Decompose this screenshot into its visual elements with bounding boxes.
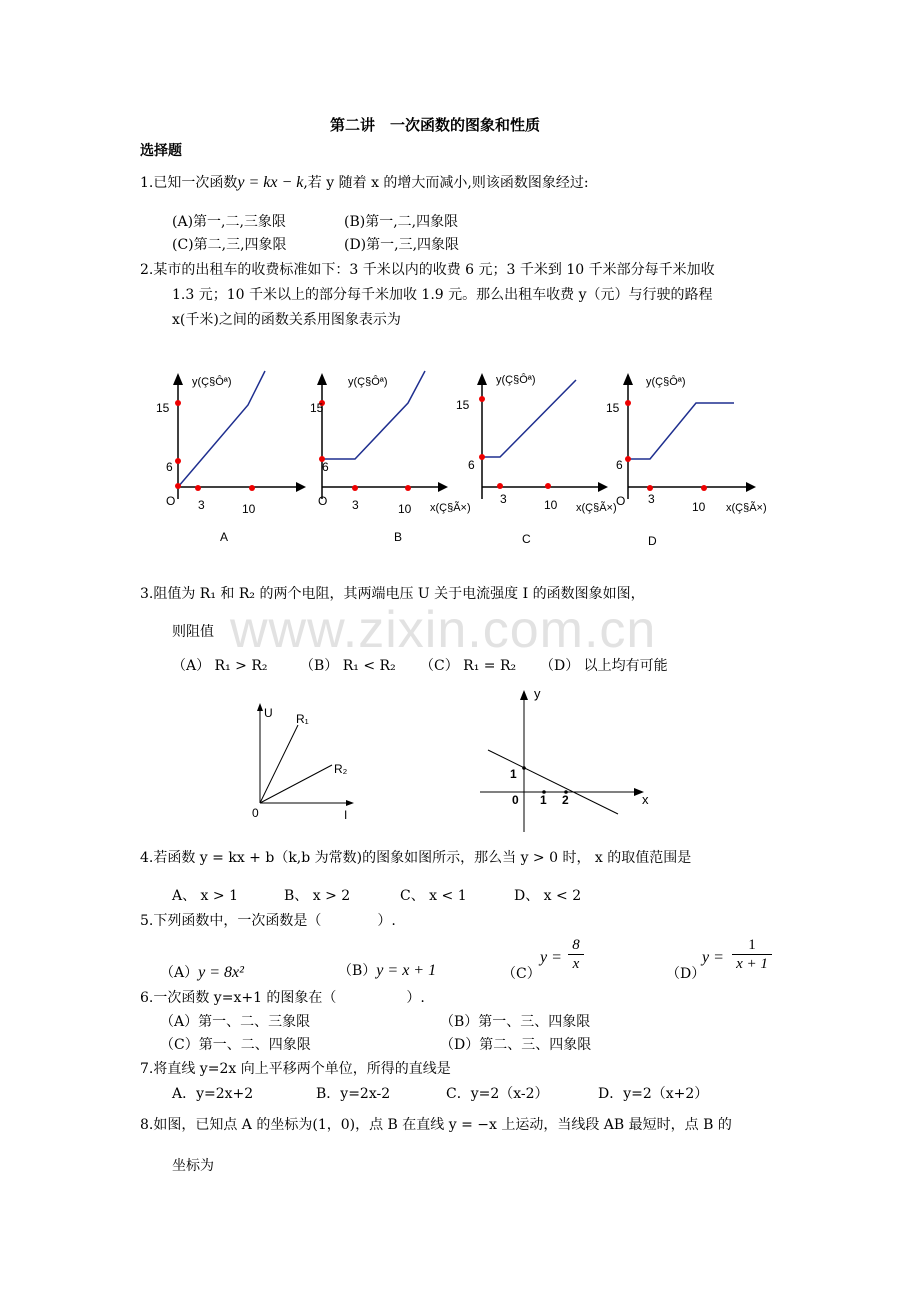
section-heading: 选择题 bbox=[140, 143, 182, 159]
graph-d-label: D bbox=[648, 534, 657, 548]
graph-a-tick-10: 10 bbox=[242, 502, 256, 516]
q4-graph bbox=[476, 684, 656, 836]
graph-b-tick-15: 15 bbox=[310, 401, 324, 415]
taxi-fare-graphs bbox=[150, 365, 790, 555]
q5-option-a-label: （A） bbox=[160, 965, 199, 981]
r2-line bbox=[260, 765, 332, 803]
q1-option-a: (A)第一,二,三象限 bbox=[172, 214, 286, 230]
q5-option-d-label: （D） bbox=[666, 966, 706, 982]
q8-line2: 坐标为 bbox=[172, 1158, 214, 1174]
q5-option-b-formula: y = x + 1 bbox=[376, 962, 437, 979]
u-label: U bbox=[264, 706, 273, 720]
graph-a-tick-3: 3 bbox=[198, 498, 205, 512]
graph-d-tick-15: 15 bbox=[606, 401, 620, 415]
q3-option-c: （C） R₁ = R₂ bbox=[420, 658, 517, 674]
graph-c-dot-6 bbox=[479, 454, 485, 460]
graph-a-tick-6: 6 bbox=[166, 460, 173, 474]
graph-b-dot-3 bbox=[352, 485, 358, 491]
q2-line1: 2.某市的出租车的收费标准如下：3 千米以内的收费 6 元；3 千米到 10 千米部分每千米加收 bbox=[140, 262, 715, 278]
graph-d bbox=[576, 373, 767, 548]
q5-stem: 5.下列函数中，一次函数是（ ）. bbox=[140, 913, 396, 929]
q3-option-a: （A） R₁ > R₂ bbox=[172, 658, 268, 674]
q4-option-c: C、 x < 1 bbox=[400, 888, 467, 904]
resistance-u-arrow bbox=[257, 703, 263, 711]
graph-a bbox=[156, 371, 306, 544]
graph-a-y-label: y(Ç§Ôª) bbox=[192, 376, 232, 388]
q4-option-a: A、 x > 1 bbox=[172, 888, 238, 904]
q1-option-d: (D)第一,三,四象限 bbox=[344, 237, 460, 253]
q4-option-b: B、 x > 2 bbox=[284, 888, 351, 904]
graph-d-tick-6: 6 bbox=[616, 458, 623, 472]
graph-d-dot-3 bbox=[647, 485, 653, 491]
graph-d-y-label: y(Ç§Ôª) bbox=[646, 376, 686, 388]
graph-d-line bbox=[628, 403, 734, 459]
q8-line1: 8.如图，已知点 A 的坐标为(1，0)，点 B 在直线 y = −x 上运动，当线段 AB 最短时，点 B 的 bbox=[140, 1117, 732, 1133]
q1-stem bbox=[140, 174, 589, 192]
q7-option-c: C．y=2（x-2） bbox=[446, 1086, 549, 1102]
q5-option-d-den: x + 1 bbox=[736, 956, 768, 972]
graph-d-x-arrow bbox=[746, 482, 756, 492]
q5-option-b-label: （B） bbox=[338, 963, 377, 979]
graph-b-y-arrow bbox=[317, 373, 327, 385]
q6-option-c: （C）第一、二、四象限 bbox=[160, 1037, 311, 1053]
q4-option-d: D、 x < 2 bbox=[514, 888, 582, 904]
q5-option-b bbox=[338, 962, 436, 980]
graph-d-x-label: x(Ç§Ã×) bbox=[726, 502, 767, 514]
q4-tick-x1: 1 bbox=[540, 793, 547, 807]
q5-option-c-den: x bbox=[572, 956, 580, 972]
graph-b-tick-3: 3 bbox=[352, 498, 359, 512]
graph-a-dot-15 bbox=[175, 400, 181, 406]
q5-option-a bbox=[160, 964, 244, 982]
q1-option-c: (C)第二,三,四象限 bbox=[172, 237, 287, 253]
q6-option-d: （D）第二、三、四象限 bbox=[440, 1037, 592, 1053]
q1-formula: y = kx − k bbox=[237, 174, 304, 191]
graph-c-label: C bbox=[522, 532, 531, 546]
graph-d-tick-10: 10 bbox=[692, 500, 706, 514]
watermark: www.zixin.com.cn bbox=[230, 601, 657, 659]
q5-option-d-fraction bbox=[732, 936, 772, 973]
graph-a-dot-6 bbox=[175, 458, 181, 464]
q7-option-b: B．y=2x-2 bbox=[316, 1086, 391, 1102]
graph-b-dot-10 bbox=[405, 485, 411, 491]
graph-b-label: B bbox=[394, 530, 403, 544]
q4-tick-y1: 1 bbox=[510, 767, 517, 781]
q1-option-b: (B)第一,二,四象限 bbox=[344, 214, 459, 230]
graph-b-tick-6: 6 bbox=[322, 460, 329, 474]
graph-d-origin: O bbox=[616, 494, 626, 508]
q4-point-intercept bbox=[522, 766, 526, 770]
r1-line bbox=[260, 725, 298, 803]
q7-option-a: A．y=2x+2 bbox=[172, 1086, 254, 1102]
q3-line2: 则阻值 bbox=[172, 624, 214, 640]
q4-y-arrow bbox=[520, 690, 528, 700]
r1-label: R₁ bbox=[296, 712, 309, 726]
graph-b-tick-10: 10 bbox=[398, 502, 412, 516]
page-title: 第二讲 一次函数的图象和性质 bbox=[330, 116, 541, 134]
q3-option-d: （D） 以上均有可能 bbox=[540, 658, 668, 674]
q5-option-a-formula: y = 8x² bbox=[198, 964, 244, 981]
graph-d-dot-15 bbox=[625, 400, 631, 406]
q4-tick-x2: 2 bbox=[562, 793, 569, 807]
graph-d-x-label-c: x(Ç§Ã×) bbox=[576, 502, 617, 514]
graph-c-dot-3 bbox=[497, 483, 503, 489]
graph-a-dot-10 bbox=[249, 485, 255, 491]
graph-c-line bbox=[482, 380, 576, 457]
graph-a-dot-origin bbox=[175, 483, 181, 489]
graph-c-tick-15: 15 bbox=[456, 398, 470, 412]
q1-stem-b: ,若 y 随着 x 的增大而减小,则该函数图象经过: bbox=[303, 175, 589, 191]
graph-c-tick-3: 3 bbox=[500, 492, 507, 506]
resistance-i-arrow bbox=[346, 800, 354, 806]
q4-stem: 4.若函数 y = kx + b（k,b 为常数)的图象如图所示，那么当 y > 0 时， x 的取值范围是 bbox=[140, 850, 692, 866]
q5-option-c-lhs: y = bbox=[540, 949, 562, 966]
q5-option-d-num: 1 bbox=[748, 937, 756, 953]
q5-option-d-lhs: y = bbox=[702, 949, 724, 966]
q5-option-c-num: 8 bbox=[572, 937, 580, 953]
graph-b-origin: O bbox=[318, 494, 328, 508]
q5-option-c-fraction bbox=[568, 936, 584, 973]
q3-line1: 3.阻值为 R₁ 和 R₂ 的两个电阻，其两端电压 U 关于电流强度 I 的函数图象如图， bbox=[140, 586, 645, 602]
q6-stem: 6.一次函数 y=x+1 的图象在（ ）. bbox=[140, 990, 425, 1006]
q4-line bbox=[488, 750, 618, 814]
graph-d-dot-6 bbox=[625, 456, 631, 462]
graph-d-tick-3: 3 bbox=[648, 492, 655, 506]
graph-c-tick-10: 10 bbox=[544, 498, 558, 512]
graph-c-y-arrow bbox=[477, 373, 487, 385]
graph-c-x-label: x(Ç§Ã×) bbox=[430, 502, 471, 514]
graph-a-origin: O bbox=[166, 494, 176, 508]
graph-b-x-arrow bbox=[438, 482, 448, 492]
graph-a-dot-3 bbox=[195, 485, 201, 491]
q3-option-b: （B） R₁ < R₂ bbox=[300, 658, 396, 674]
resistance-origin: 0 bbox=[252, 806, 259, 820]
graph-a-line bbox=[178, 371, 265, 487]
graph-b bbox=[310, 371, 448, 544]
q7-option-d: D．y=2（x+2） bbox=[598, 1086, 709, 1102]
graph-c-dot-10 bbox=[545, 483, 551, 489]
graph-c-tick-6: 6 bbox=[468, 458, 475, 472]
graph-d-dot-10 bbox=[701, 485, 707, 491]
q7-stem: 7.将直线 y=2x 向上平移两个单位，所得的直线是 bbox=[140, 1061, 451, 1077]
graph-d-y-arrow bbox=[623, 373, 633, 385]
graph-c-x-arrow bbox=[598, 482, 608, 492]
q2-line2: 1.3 元；10 千米以上的部分每千米加收 1.9 元。那么出租车收费 y（元）与行驶的路程 bbox=[172, 287, 713, 303]
graph-a-label: A bbox=[220, 530, 229, 544]
q5-option-c-label: （C） bbox=[502, 966, 541, 982]
graph-c-y-label: y(Ç§Ôª) bbox=[496, 374, 536, 386]
graph-b-y-label: y(Ç§Ôª) bbox=[348, 376, 388, 388]
q6-option-a: （A）第一、二、三象限 bbox=[160, 1014, 311, 1030]
q2-line3: x(千米)之间的函数关系用图象表示为 bbox=[172, 312, 401, 328]
resistance-graph bbox=[248, 695, 360, 825]
r2-label: R₂ bbox=[334, 762, 348, 776]
graph-a-y-arrow bbox=[173, 373, 183, 385]
q6-option-b: （B）第一、三、四象限 bbox=[440, 1014, 591, 1030]
q4-origin: 0 bbox=[512, 793, 519, 807]
graph-a-tick-15: 15 bbox=[156, 401, 170, 415]
i-label: I bbox=[344, 808, 348, 822]
graph-c-dot-15 bbox=[479, 396, 485, 402]
q1-stem-a: 1.已知一次函数 bbox=[140, 175, 238, 191]
graph-c bbox=[430, 373, 608, 546]
graph-a-x-arrow bbox=[296, 482, 306, 492]
q4-y-label: y bbox=[534, 686, 541, 701]
q4-x-label: x bbox=[642, 792, 649, 807]
